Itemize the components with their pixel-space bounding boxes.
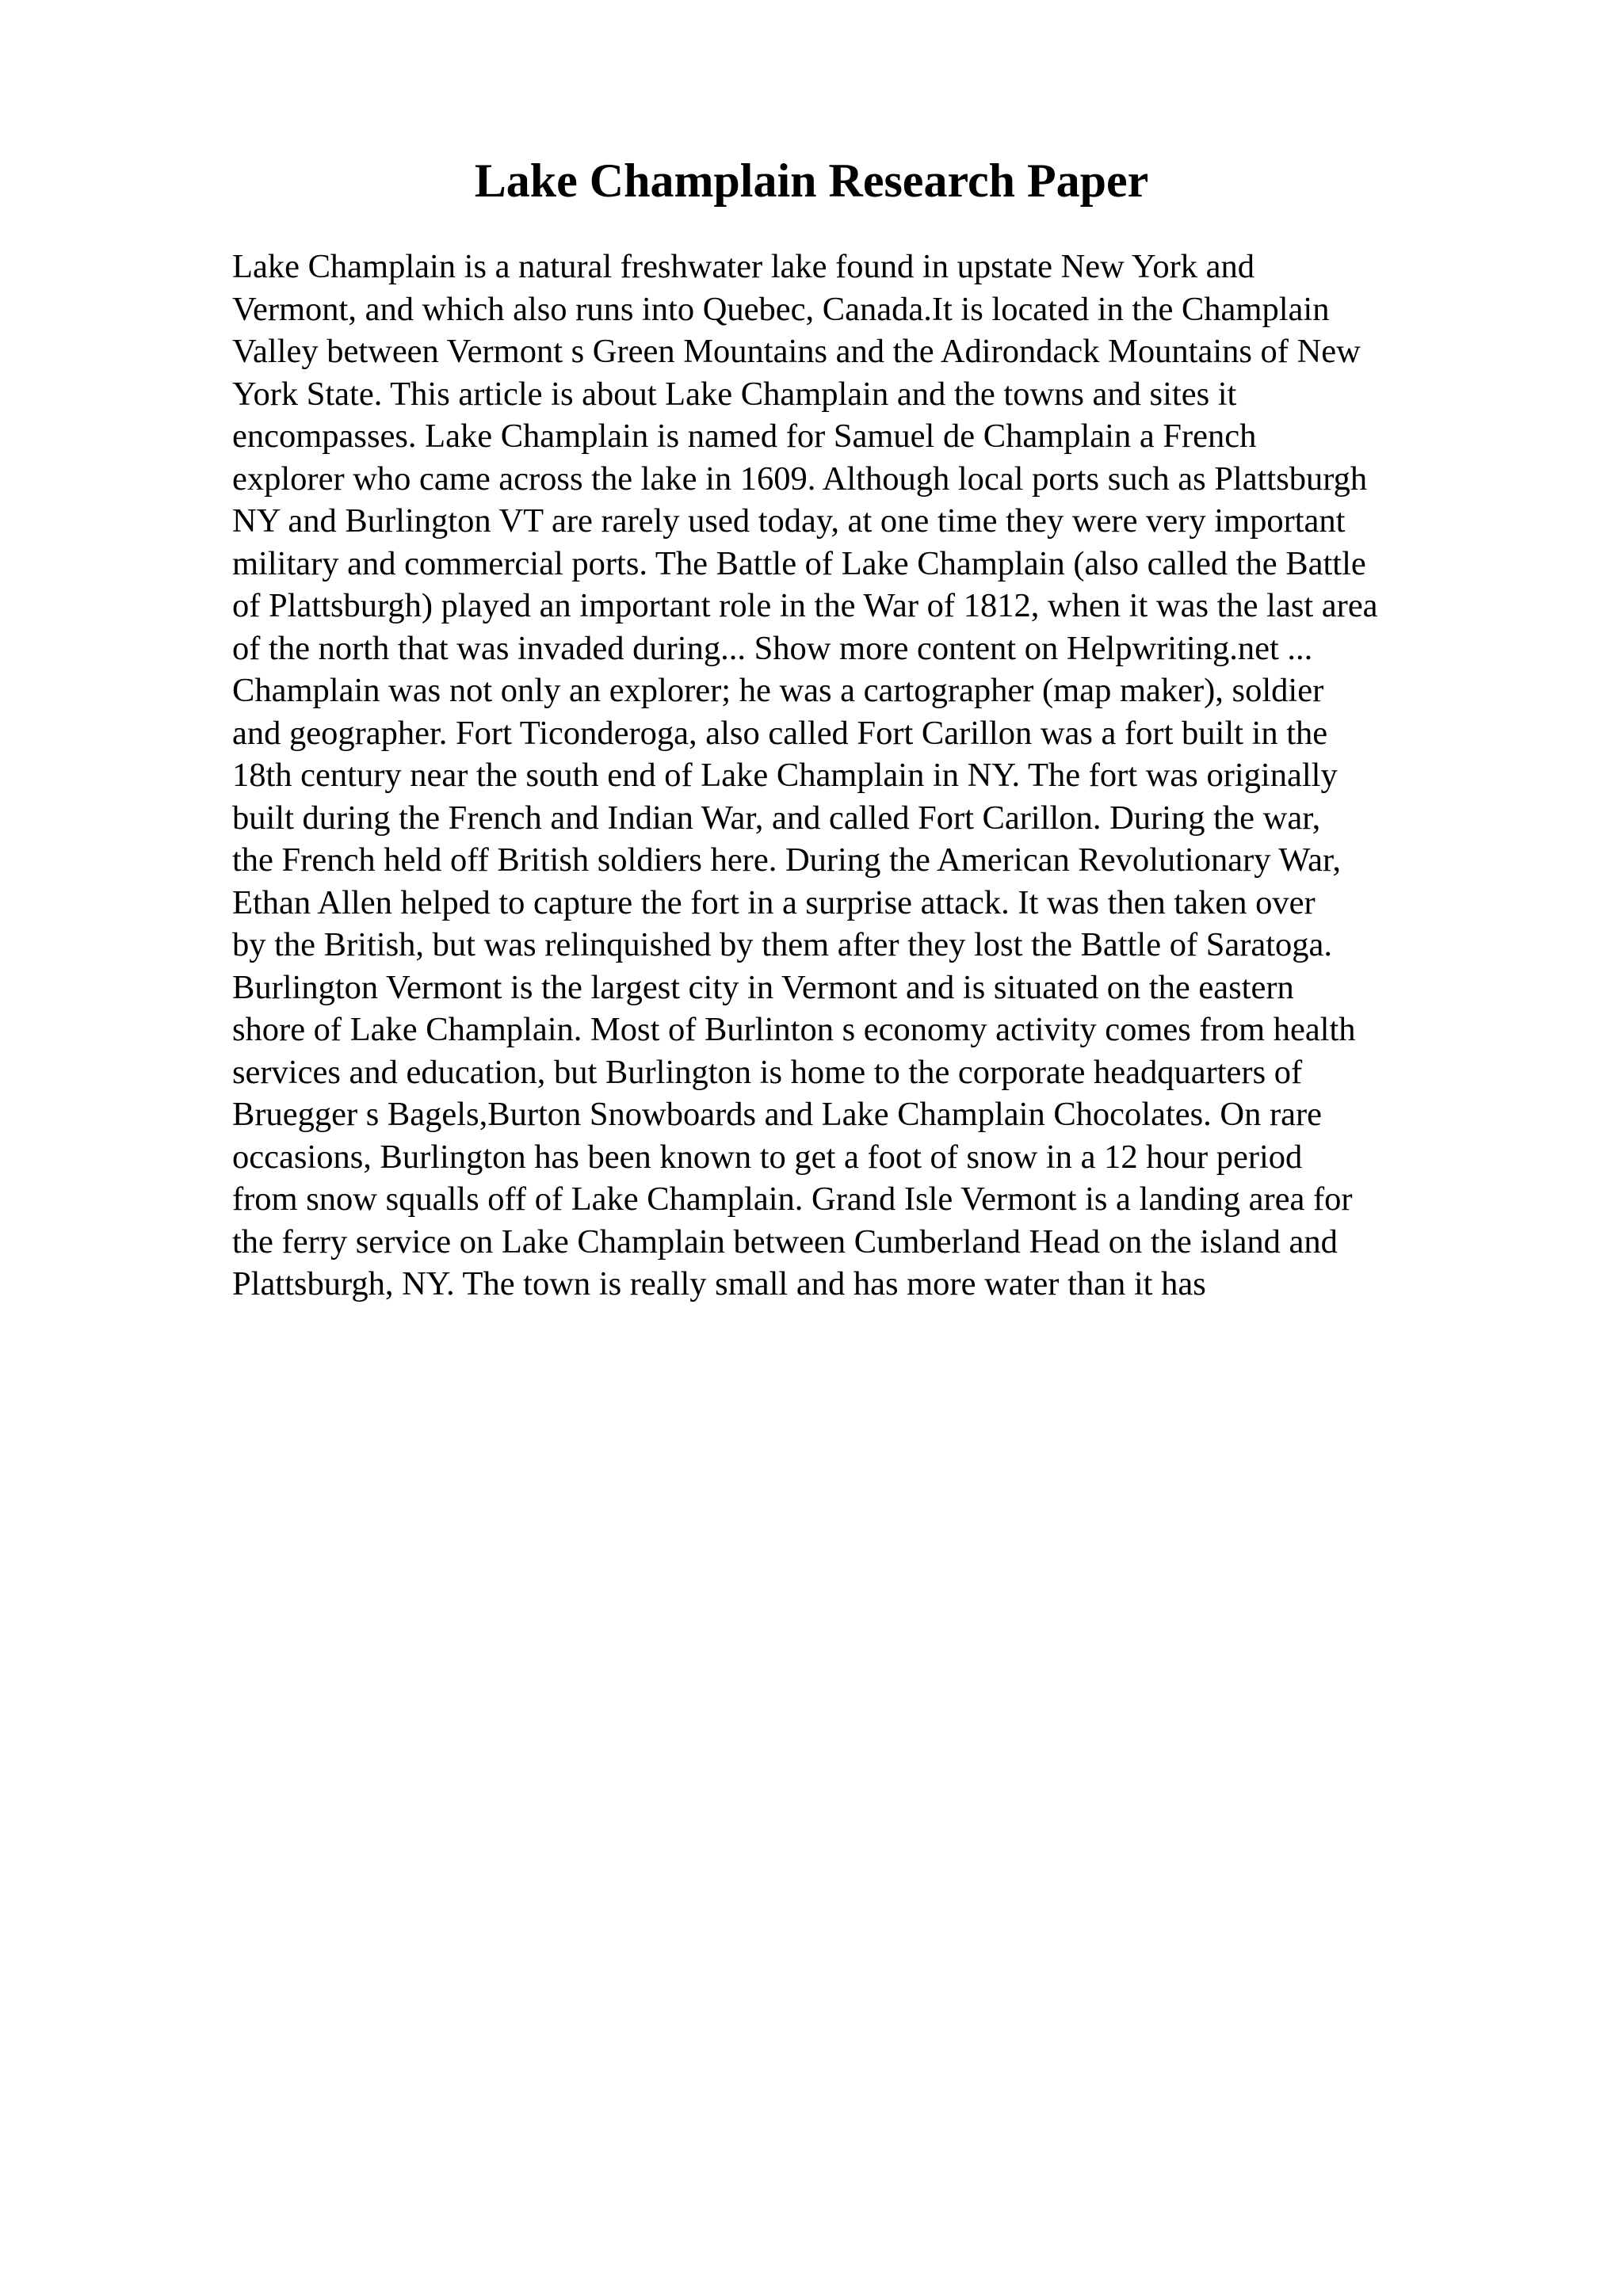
text-line: of the north that was invaded during... Show more content on Helpwriting.net ...	[232, 629, 1313, 667]
text-line: encompasses. Lake Champlain is named for Samuel de Champlain a French	[232, 418, 1257, 455]
text-line: Bruegger s Bagels,Burton Snowboards and Lake Champlain Chocolates. On rare	[232, 1096, 1323, 1133]
text-line: Plattsburgh, NY. The town is really small and has more water than it has	[232, 1265, 1206, 1302]
text-line: Valley between Vermont s Green Mountains and the Adirondack Mountains of New	[232, 333, 1361, 370]
text-line: the French held off British soldiers here. During the American Revolutionary War,	[232, 841, 1342, 879]
text-line: from snow squalls off of Lake Champlain. Grand Isle Vermont is a landing area for	[232, 1180, 1353, 1218]
text-line: 18th century near the south end of Lake Champlain in NY. The fort was originally	[232, 757, 1338, 794]
text-line: the ferry service on Lake Champlain between Cumberland Head on the island and	[232, 1222, 1338, 1261]
text-line: NY and Burlington VT are rarely used today, at one time they were very important	[232, 502, 1346, 540]
text-line: by the British, but was relinquished by them after they lost the Battle of Saratoga.	[232, 926, 1333, 963]
body-text	[232, 246, 1579, 1306]
text-line: built during the French and Indian War, and called Fort Carillon. During the war,	[232, 799, 1321, 837]
text-line: Vermont, and which also runs into Quebec, Canada.It is located in the Champlain	[232, 290, 1330, 328]
text-line: Ethan Allen helped to capture the fort in a surprise attack. It was then taken over	[232, 883, 1316, 921]
text-line: Burlington Vermont is the largest city in Vermont and is situated on the eastern	[232, 968, 1294, 1006]
text-line: military and commercial ports. The Battle of Lake Champlain (also called the Battle	[232, 544, 1366, 582]
text-line: occasions, Burlington has been known to get a foot of snow in a 12 hour period	[232, 1138, 1303, 1176]
text-line: Champlain was not only an explorer; he was a cartographer (map maker), soldier	[232, 672, 1324, 709]
text-line: York State. This article is about Lake Champlain and the towns and sites it	[232, 375, 1237, 413]
text-line: and geographer. Fort Ticonderoga, also called Fort Carillon was a fort built in the	[232, 714, 1328, 752]
text-line: shore of Lake Champlain. Most of Burlinton s economy activity comes from health	[232, 1011, 1356, 1048]
page-title: Lake Champlain Research Paper	[474, 154, 1149, 207]
text-line: of Plattsburgh) played an important role in the War of 1812, when it was the last area	[232, 587, 1378, 624]
text-line: Lake Champlain is a natural freshwater lake found in upstate New York and	[232, 248, 1254, 285]
text-line: services and education, but Burlington is home to the corporate headquarters of	[232, 1053, 1303, 1091]
text-line: explorer who came across the lake in 1609. Although local ports such as Plattsburgh	[232, 460, 1368, 498]
